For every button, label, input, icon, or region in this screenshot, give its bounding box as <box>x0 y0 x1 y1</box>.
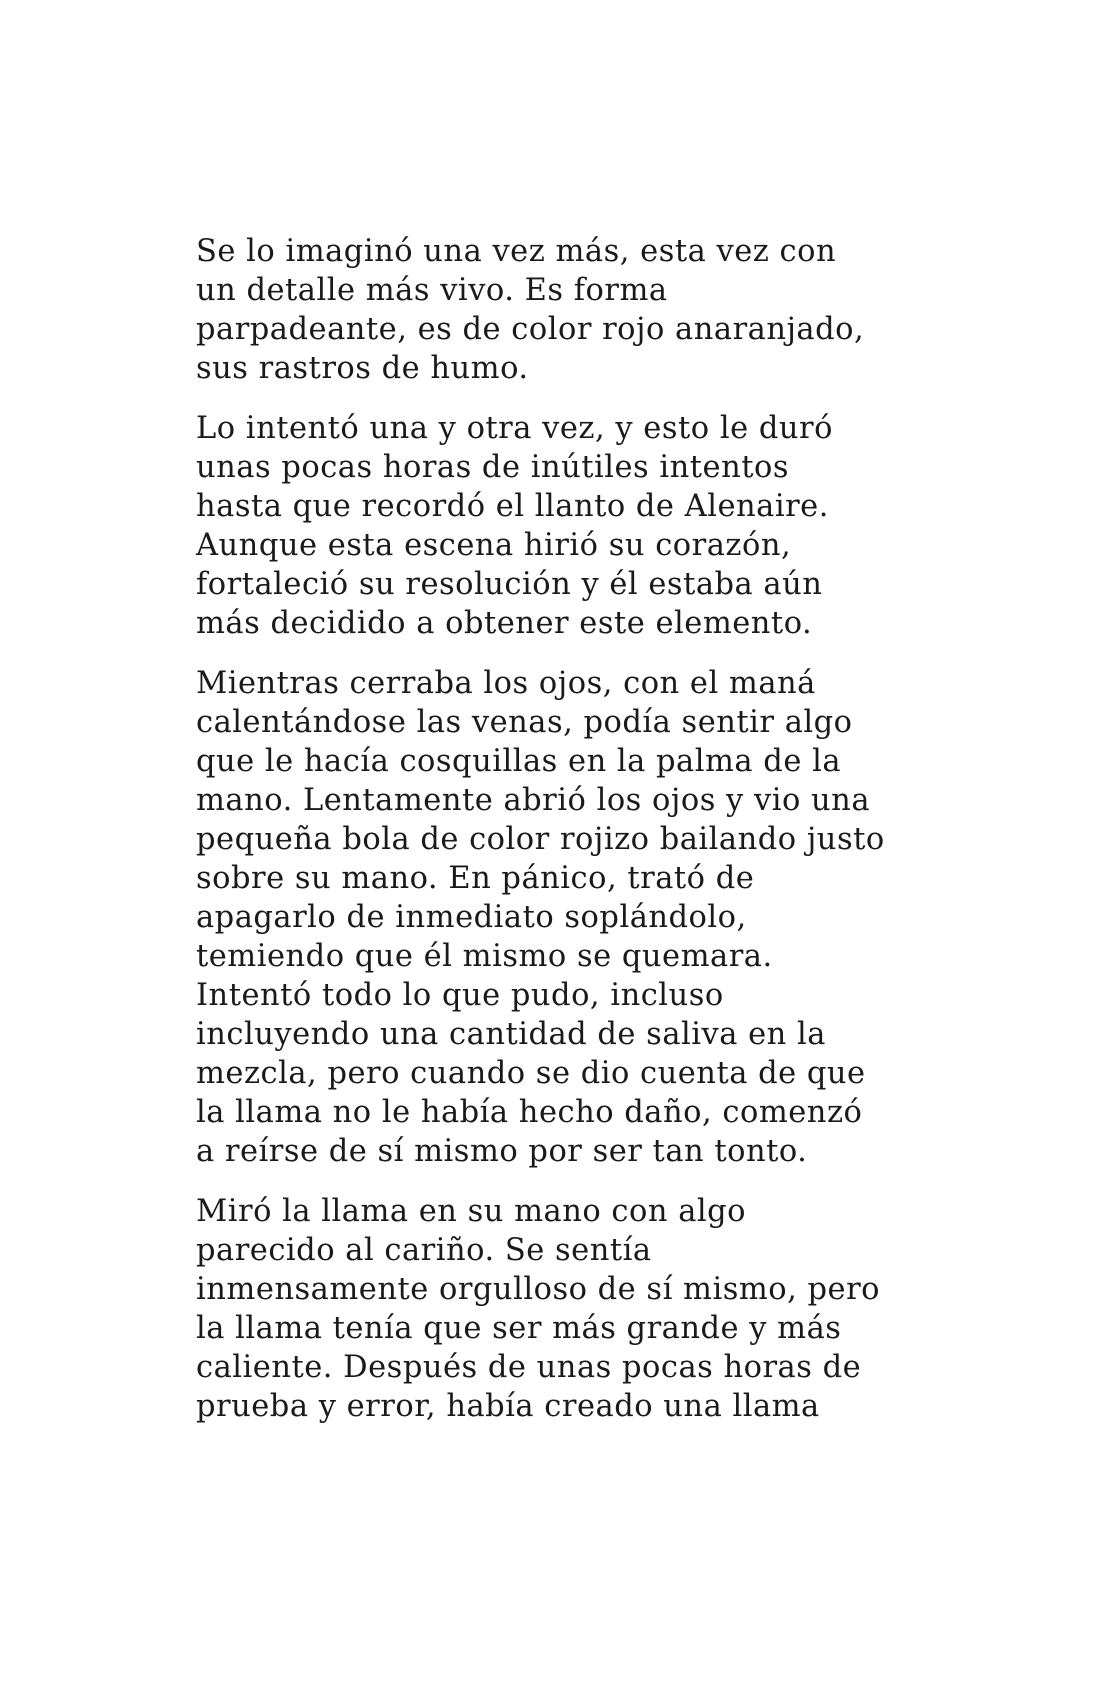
text-line: Intentó todo lo que pudo, incluso <box>196 978 724 1013</box>
text-line: la llama no le había hecho daño, comenzó <box>196 1095 863 1130</box>
text-line: prueba y error, había creado una llama <box>196 1389 820 1424</box>
text-line: inmensamente orgulloso de sí mismo, pero <box>196 1272 881 1307</box>
paragraph-3 <box>196 664 916 1171</box>
text-line: parpadeante, es de color rojo anaranjado, <box>196 312 865 347</box>
book-page-text <box>196 232 916 1447</box>
paragraph-2 <box>196 409 916 643</box>
text-line: mezcla, pero cuando se dio cuenta de que <box>196 1056 866 1091</box>
text-line: fortaleció su resolución y él estaba aún <box>196 567 823 602</box>
text-line: calentándose las venas, podía sentir algo <box>196 705 853 740</box>
text-line: que le hacía cosquillas en la palma de la <box>196 744 842 779</box>
text-line: la llama tenía que ser más grande y más <box>196 1311 842 1346</box>
text-line: Lo intentó una y otra vez, y esto le duró <box>196 411 833 446</box>
text-line: Aunque esta escena hirió su corazón, <box>196 528 792 563</box>
paragraph-1 <box>196 232 916 388</box>
text-line: Mientras cerraba los ojos, con el maná <box>196 666 816 701</box>
text-line: hasta que recordó el llanto de Alenaire. <box>196 489 829 524</box>
text-line: a reírse de sí mismo por ser tan tonto. <box>196 1134 808 1169</box>
text-line: temiendo que él mismo se quemara. <box>196 939 773 974</box>
text-line: más decidido a obtener este elemento. <box>196 606 813 641</box>
text-line: sus rastros de humo. <box>196 351 529 386</box>
text-line: incluyendo una cantidad de saliva en la <box>196 1017 826 1052</box>
text-line: mano. Lentamente abrió los ojos y vio una <box>196 783 871 818</box>
text-line: pequeña bola de color rojizo bailando justo <box>196 822 885 857</box>
paragraph-4 <box>196 1192 916 1426</box>
text-line: parecido al cariño. Se sentía <box>196 1233 652 1268</box>
text-line: apagarlo de inmediato soplándolo, <box>196 900 747 935</box>
text-line: un detalle más vivo. Es forma <box>196 273 668 308</box>
text-line: sobre su mano. En pánico, trató de <box>196 861 755 896</box>
text-line: Miró la llama en su mano con algo <box>196 1194 747 1229</box>
text-line: Se lo imaginó una vez más, esta vez con <box>196 234 837 269</box>
text-line: unas pocas horas de inútiles intentos <box>196 450 790 485</box>
text-line: caliente. Después de unas pocas horas de <box>196 1350 862 1385</box>
